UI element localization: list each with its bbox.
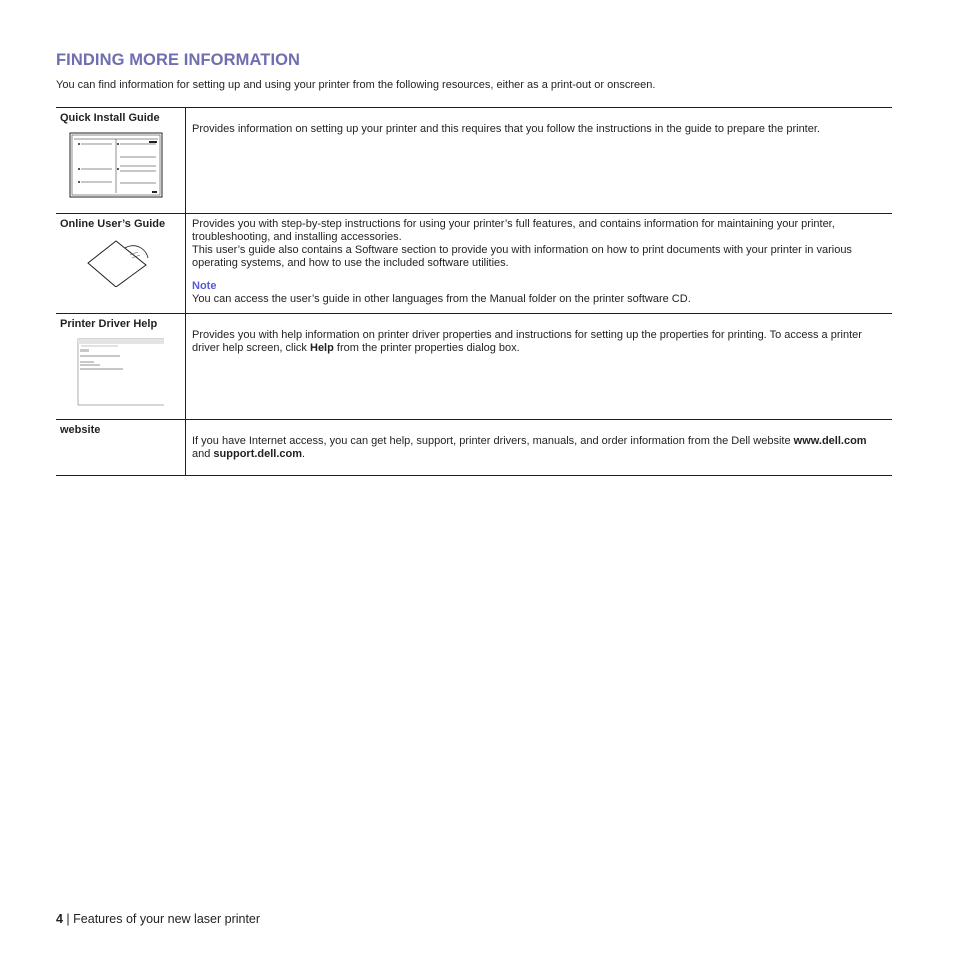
resource-name-cell — [56, 314, 186, 420]
page-title: FINDING MORE INFORMATION — [56, 51, 301, 69]
resource-name-cell — [56, 214, 186, 314]
quick-install-guide-thumbnail-icon — [60, 131, 164, 201]
table-row — [56, 108, 892, 214]
page-footer — [56, 912, 260, 926]
resource-description-cell — [186, 420, 893, 476]
joiner-text: and — [192, 448, 214, 460]
description-text-end: . — [302, 448, 306, 460]
note-text: You can access the user’s guide in other languages from the Manual folder on the printer software CD. — [192, 293, 691, 305]
resource-description: Provides you with step-by-step instructions for using your printer’s full features, and contains information for maintaining your printer, troubleshooting, and installing accessories. — [192, 218, 835, 243]
description-text: If you have Internet access, you can get help, support, printer drivers, manuals, and order information from the Dell website — [192, 435, 794, 447]
intro-text: You can find information for setting up and using your printer from the following resources, either as a print-out or onscreen. — [56, 79, 656, 91]
resource-description-software: This user’s guide also contains a Software section to provide you with information on how to print documents with your printer in various operating systems, and how to use the included software utilities. — [192, 244, 852, 269]
resource-description-cell — [186, 214, 893, 314]
table-row — [56, 314, 892, 420]
resources-table — [56, 107, 892, 476]
resource-description — [192, 329, 884, 355]
resource-description-cell — [186, 108, 893, 214]
resource-description — [192, 435, 884, 461]
dell-website-link[interactable]: www.dell.com — [793, 435, 867, 447]
help-keyword: Help — [310, 342, 334, 354]
table-row — [56, 214, 892, 314]
description-text-end: from the printer properties dialog box. — [333, 342, 520, 354]
table-row — [56, 420, 892, 476]
resource-name-cell — [56, 108, 186, 214]
footer-section-title: Features of your new laser printer — [73, 912, 261, 926]
page-number: 4 — [56, 912, 63, 926]
cd-sleeve-icon — [60, 237, 164, 287]
resource-name-cell — [56, 420, 186, 476]
help-window-thumbnail-icon — [60, 337, 164, 407]
description-text: Provides you with help information on printer driver properties and instructions for setting up the properties for printing. To access a printer driver help screen, click — [192, 329, 862, 354]
resource-name: website — [60, 424, 101, 436]
resource-name: Printer Driver Help — [60, 318, 158, 330]
note-heading: Note — [192, 280, 217, 292]
resource-description: Provides information on setting up your printer and this requires that you follow the instructions in the guide to prepare the printer. — [192, 123, 820, 135]
resource-description-cell — [186, 314, 893, 420]
footer-separator: | — [62, 912, 74, 926]
dell-support-link[interactable]: support.dell.com — [213, 448, 303, 460]
resource-name: Online User’s Guide — [60, 218, 166, 230]
resource-name: Quick Install Guide — [60, 112, 160, 124]
